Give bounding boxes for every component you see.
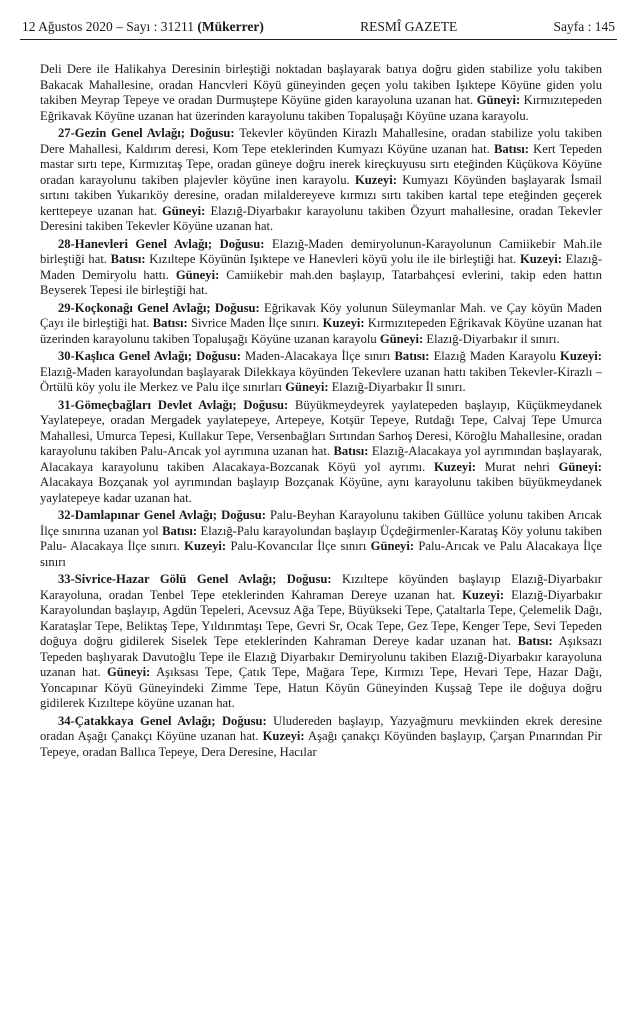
paragraph-text: Sivrice Maden İlçe sınırı. xyxy=(187,316,323,330)
paragraph-text: Uludereden başlayıp, Yazyağmuru mevkiinden ekrek deresine oradan Aşağı Çanakçı Köyüne uzanan hat. xyxy=(40,713,602,743)
bold-heading: 31-Gömeçbağları Devlet Avlağı; Doğusu: xyxy=(58,397,289,412)
header-rule xyxy=(20,39,617,40)
paragraph-text: Elazığ-Diyarbakır İl sınırı. xyxy=(328,380,466,394)
bold-heading: Güneyi: xyxy=(161,203,206,218)
bold-heading: Batısı: xyxy=(110,252,146,266)
paragraph-text: Aşıksazı Tepeden başlıyarak Davutoğlu Tepe ile Elazığ Diyarbakır Demiryolunu takiben Elazığ-Diyarbakır karayoluna uzanan hat. xyxy=(40,634,602,679)
paragraph-text: Camiikebir mah.den başlayıp, Tatarbahçesi evlerini, takip eden hattın Beyserek Tepesi ile birleştiği hat. xyxy=(40,267,602,297)
paragraph-p32 xyxy=(40,508,602,570)
paragraph-text: Elazığ-Maden karayolundan başlayarak Dilekkaya köyünden Tekevlere uzanan hattı takiben Tekevler-Kirazlı –Örtülü köy yolu ile Merkez ve Palu ilçe sınırları xyxy=(40,364,602,394)
paragraph-p29 xyxy=(40,301,602,348)
bold-heading: Kuzeyi: xyxy=(322,316,365,330)
bold-heading: Güneyi: xyxy=(175,267,220,282)
bold-heading: 27-Gezin Genel Avlağı; Doğusu: xyxy=(58,126,235,140)
paragraph-text: Elazığ-Maden Demiryolu hattı. xyxy=(40,252,602,282)
page-number: Sayfa : 145 xyxy=(553,19,615,34)
bold-heading: Güneyi: xyxy=(476,93,521,107)
page-header xyxy=(22,16,615,38)
bold-heading: Batısı: xyxy=(162,523,198,538)
paragraph-text: Elazığ-Diyarbakır il sınırı. xyxy=(423,331,560,346)
paragraph-text: Palu-Arıcak ve Palu Alacakaya İlçe sınırı xyxy=(40,539,603,569)
paragraph-text: Kumyazı Köyünden başlayarak İsmail sırtını takiben Yukarıköy deresine, oradan milaldereyeve kırmızı sırtı takiben kartal tepe eteğinden geçerek kerttepeye uzanan hat. xyxy=(40,172,602,218)
bold-heading: Güneyi: xyxy=(285,380,329,394)
paragraph-text: Palu-Kovancılar İlçe sınırı xyxy=(226,539,371,553)
bold-heading: 30-Kaşlıca Genel Avlağı; Doğusu: xyxy=(58,349,241,363)
paragraph-p33 xyxy=(40,572,602,712)
paragraph-p28 xyxy=(40,237,602,299)
bold-heading: Güneyi: xyxy=(370,539,415,553)
paragraph-text: Kırmızıtepeden Eğrikavak Köyüne uzanan hat üzerinden karayolunu takiben Topaluşağı Köyüne uzana karayolu. xyxy=(40,93,603,123)
bold-heading: Kuzeyi: xyxy=(462,587,505,602)
bold-heading: 28-Hanevleri Genel Avlağı; Doğusu: xyxy=(58,236,265,251)
paragraph-p31 xyxy=(40,398,602,507)
bold-heading: Kuzeyi: xyxy=(262,729,305,743)
bold-heading: Güneyi: xyxy=(106,665,151,679)
paragraph-p27 xyxy=(40,126,602,235)
gazette-title: RESMÎ GAZETE xyxy=(360,19,458,34)
paragraph-text: Elazığ-Palu karayolundan başlayıp Üçdeğirmenler-Karataş Köy yolunu takiben Palu- Alacakaya İlçe sınırı. xyxy=(40,523,602,553)
paragraph-text: Murat nehri xyxy=(475,459,559,474)
paragraph-text: Aşıksası Tepe, Çatık Tepe, Mağara Tepe, Kırmızı Tepe, Hevari Tepe, Hazar Dağı, Yoncapınar Köyü Güneyindeki Zimme Tepe, Hatun Köyün Güneyinden Kuşsağ Tepe ile doğuya doğru gidilerek Kızıltepe köyüne uzanan hat. xyxy=(40,665,602,710)
paragraph-text: Elazığ-Maden demiryolunun-Karayolunun Camiikebir Mah.ile birleştiği hat. xyxy=(40,236,602,266)
paragraph-text: Eğrikavak Köy yolunun Süleymanlar Mah. ve Çay köyün Maden Çayı ile birleştiği hat. xyxy=(40,300,602,330)
bold-heading: 33-Sivrice-Hazar Gölü Genel Avlağı; Doğusu: xyxy=(58,572,332,586)
paragraph-p34 xyxy=(40,714,602,761)
paragraph-text: Palu-Beyhan Karayolunu takiben Güllüce yolunu takiben Arıcak İlçe sınırına uzanan yol xyxy=(40,508,602,538)
bold-heading: 34-Çatakkaya Genel Avlağı; Doğusu: xyxy=(58,713,267,728)
bold-heading: Batısı: xyxy=(493,141,529,156)
paragraph-text: Alacakaya Bozçanak yol ayrımından başlayıp Bozçanak Köyüne, aynı karayolunu takiben büyükmeydanek yaylatepeye kadar uzanan hat. xyxy=(40,475,602,505)
paragraph-text: Kert Tepeden mastar sırtı tepe, Kırmızıtaş Tepe, oradan güneye doğru inerek kireçkuyusu sırtı eteğinden Küçükova Köyüne oradan karayolunu takiben plajevler köyüne inen karayolu. xyxy=(40,141,603,187)
bold-heading: Batısı: xyxy=(152,316,188,330)
paragraph-text: Büyükmeydeyrek yaylatepeden başlayıp, Küçükmeydanek Yaylatepeye, oradan Mergadek yaylatepeye, Artepeye, Kotşür Tepeye, Rutdağı Tepe, Calvaj Tepe Umurca Mahallesi, Umurca Tepesi, Kullakur Tepe, Versenbağları Sırtından Sarhoş Deresi, Köroğlu Mahallesine, oradan karayolunu takiben Palu-Arıcak yol ayrımına uzanan hat. xyxy=(40,397,603,458)
issue-date: 12 Ağustos 2020 – Sayı : 31211 xyxy=(22,19,198,34)
paragraph-text: Elazığ Maden Karayolu xyxy=(429,349,561,363)
paragraph-text: Deli Dere ile Halikahya Deresinin birleştiği noktadan başlayarak batıya doğru giden stabilize yolu takiben Bakacak Mahallesine, oradan Hancvleri Köyü güneyinden geçen yolu takiben Işıktepe Köyüne giden yolu takiben Meyrap Tepeye ve oradan Durmuştepe Köyüne giden karayoluna uzanan hat. xyxy=(40,62,602,107)
mukerrer-label: (Mükerrer) xyxy=(197,19,264,34)
paragraph-p30 xyxy=(40,349,602,396)
paragraph-text: Kızıltepe Köyünün Işıktepe ve Hanevleri köyü yolu ile ile birleştiği hat. xyxy=(145,252,520,266)
paragraph-text: Elazığ-Diyarbakır karayolunu takiben Özyurt mahallesine, oradan Tekevler Deresini takiben Tekevler Köyüne uzanan hat. xyxy=(40,203,602,233)
paragraph-text: Kızıltepe köyünden başlayıp Elazığ-Diyarbakır Karayoluna, oradan Tenbel Tepe eteklerinden Kahraman Dereye uzanan hat. xyxy=(40,572,602,602)
bold-heading: Güneyi: xyxy=(558,459,602,474)
paragraph-text: Tekevler köyünden Kirazlı Mahallesine, oradan stabilize yolu takiben Dere Mahallesi, Kaldırım deresi, Kom Tepe eteklerinden Kumyazı Köyüne uzanan hat. xyxy=(40,126,602,156)
bold-heading: Batısı: xyxy=(517,634,553,648)
paragraph-text: Maden-Alacakaya İlçe sınırı xyxy=(240,349,395,363)
paragraph-text: Elazığ-Diyarbakır Karayolundan başlayıp, Agdün Tepeleri, Acevsuz Ağa Tepe, Büyükseki Tepe, Çataltarla Tepe, Çelemelik Dağı, Karataşlar Tepe, Beliktaş Tepe, Yıldırımtaşı Tepe, Gevri Sr, Ocak Tepe, Gez Tepe, Kenger Tepe, Sevi Tepeden doğuya doğru gidilerek Siselek Tepe eteklerinden Kahraman Dereye kadar uzanan hat. xyxy=(40,587,602,648)
issue-info xyxy=(22,19,264,35)
bold-heading: Güneyi: xyxy=(379,331,424,346)
bold-heading: Kuzeyi: xyxy=(354,172,397,187)
bold-heading: 32-Damlapınar Genel Avlağı; Doğusu: xyxy=(58,508,266,522)
bold-heading: Kuzeyi: xyxy=(560,349,603,363)
paragraph-text: Elazığ-Alacakaya yol ayrımından başlayarak, Alacakaya karayolunu takiben Alacakaya-Bozcanak Köyü yol ayrımı. xyxy=(40,444,603,474)
bold-heading: Kuzeyi: xyxy=(433,459,476,474)
paragraph-p0 xyxy=(40,62,602,124)
paragraph-text: Aşağı çanakçı Köyünden başlayıp, Çarşan Pınarından Pir Tepeye, oradan Ballıca Tepeye, Dera Deresine, Hacılar xyxy=(40,729,602,759)
bold-heading: 29-Koçkonağı Genel Avlağı; Doğusu: xyxy=(58,300,260,315)
bold-heading: Batısı: xyxy=(333,444,369,458)
document-body xyxy=(40,62,602,760)
bold-heading: Kuzeyi: xyxy=(519,252,562,266)
bold-heading: Batısı: xyxy=(394,349,430,363)
bold-heading: Kuzeyi: xyxy=(184,539,227,553)
paragraph-text: Kırmızıtepeden Eğrikavak Köyüne uzanan hat üzerinden karayolunu takiben Topaluşağı Köyüne uzanan karayolu xyxy=(40,316,602,346)
